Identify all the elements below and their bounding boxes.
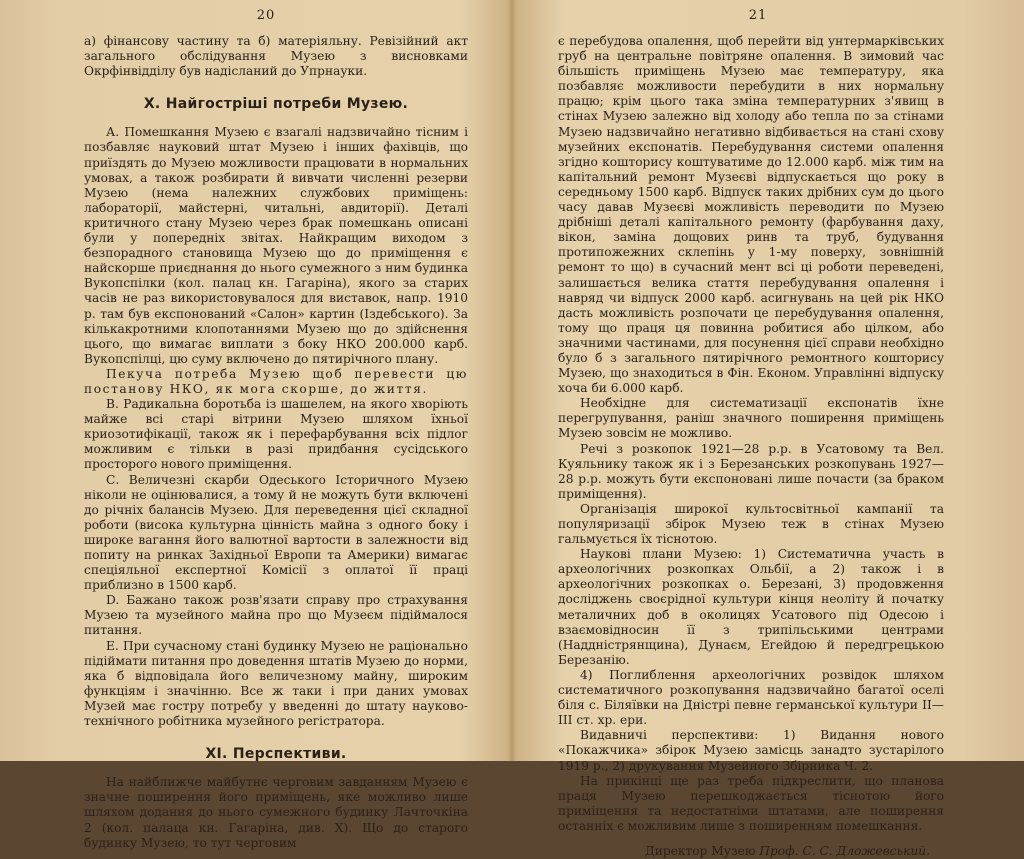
paragraph: Організація широкої культосвітньої кампанії та популяризації збірок Музею теж в стінах Музею гальмується їх тіснотою. — [558, 501, 944, 547]
paragraph: 4) Поглиблення археологічних розвідок шляхом систематичного розкопування надзвичайно багатої оселі біля с. Біляївки на Дністрі певне германської культури II—III ст. хр. ери. — [558, 667, 944, 728]
signature — [558, 844, 944, 859]
section-heading: X. Найгостріші потреби Музею. — [143, 96, 409, 113]
paragraph: Речі з розкопок 1921—28 р.р. в Усатовому та Вел. Куяльнику також як і з Березанських розкопувань 1927—28 р.р. можуть бути експоновані лише почасти (за браком приміщення). — [558, 441, 944, 501]
paragraph: Необхідне для систематизації експонатів їхне перегрупування, раніш значного поширення приміщень Музею зовсім не можливо. — [558, 396, 944, 441]
paragraph: Е. При сучасному стані будинку Музею не раціонально підіймати питання про доведення штатів Музею до норми, яка б відповідала його величезному майну, широким функціям і значінню. Все ж таки і при даних умовах Музей має гостру потребу у введенні до штату науково-технічного робітника музейного регістратора. — [84, 638, 468, 729]
right-page — [512, 0, 1024, 858]
left-page — [0, 0, 512, 850]
paragraph-emphasis: Пекуча потреба Музею щоб перевести цю постанову НКО, як мога скорше, до життя. — [84, 366, 468, 396]
paragraph: Наукові плани Музею: 1) Систематична участь в археологічних розкопках Ольбії, а 2) також і в археологічних розкопках о. Березані, 3) продовження досліджень своєрідної культури кінця неоліту й початку металичних доб в околицях Усатового під Одесою і взаємовідносин її з трипільськими центрами (Наддністрянщина), Дунаєм, Егейдою й передгрецькою Березанію. — [558, 547, 944, 667]
signature-name: Проф. С. С. Дложевський. — [759, 843, 930, 858]
right-page-text — [558, 34, 944, 859]
signature-title: Директор Музею — [644, 843, 756, 858]
paragraph: В. Радикальна боротьба із шашелем, на якого хворіють майже всі старі вітрини Музею шляхом їхньої криозотифікації, також як і перефарбування всіх підлог можливим є тільки в разі придбання сусідського просторого нового приміщення. — [84, 397, 468, 472]
paragraph: є перебудова опалення, щоб перейти від унтермарківських груб на центральне повітряне опалення. В зимовий час більшість приміщень Музею має температуру, яка позбавляє можливости перебудити в них нормальну працю; крім цього така зміна температурних з'явищ в стінах Музею залежно від холоду або тепла по за стінами Музею надзвичайно негативно відбивається на стані схову музейних експонатів. Перебудування системи опалення згідно кошторису коштуватиме до 12.000 карб. між тим на капітальний ремонт Музеєві відпускається що року в середньому 1500 карб. Відпуск таких дрібних сум до цього часу давав Музеєві можливість переводити по Музею дрібніші деталі капітального ремонту (фарбування даху, вікон, заміна дощових ринв та труб, будування протипожежних склепінь у 1-му поверху, зовнішній ремонт то що) в сучасний мент всі ці роботи переведені, залишається велика стаття перебудування опалення і навряд чи відпуск 2000 карб. асигнувань на цей рік НКО дасть можливість розпочати це перебудування опалення, тому що праця ця повинна робитися або цілком, або значними частинами, для посунення цієї справи необхідно було б з загального пятирічного ремонтного кошторису Музею, що знаходиться в Фін. Економ. Управлінні відпуску хоча би 6.000 карб. — [558, 34, 944, 396]
paragraph: С. Величезні скарби Одеського Історичного Музею ніколи не оцінювалися, а тому й не можуть бути включені до річніх балансів Музею. Для переведення цієї складної роботи (висока культурна цінність майна з одного боку і широке вагання його валютної вартости в залежности від попиту на ринках Західньої Европи та Америки) вимагає спеціяльної експертної Комісії з оплатої її праці приблизно в 1500 карб. — [84, 472, 468, 593]
section-heading: XI. Перспективи. — [205, 746, 347, 763]
paragraph: а) фінансову частину та б) матеріяльну. Ревізійний акт загального обслідування Музею з висновками Окрфінвідділу був надісланий до Упрнауки. — [84, 34, 468, 79]
page-number: 20 — [256, 8, 276, 23]
paragraph: На найближче майбутнє черговим завданням Музею є значне поширення його приміщень, яке можливо лише шляхом додання до нього сумежного будинку Лачточкіна 2 (кол. палаца кн. Гагаріна, див. X). Що до старого будинку Музею, то тут черговим — [84, 775, 468, 850]
paragraph: D. Бажано також розв'язати справу про страхування Музею та музейного майна про що Музеєм підіймалося питання. — [84, 593, 468, 638]
left-page-text — [84, 34, 468, 851]
paragraph: На прикінці ще раз треба підкреслити, що планова праця Музею перешкоджається тіснотою його приміщення та недостатніми штатами, але поширення останніх є можливим лише з поширенням помешкання. — [558, 773, 944, 833]
paragraph: Видавничі перспективи: 1) Видання нового «Покажчика» збірок Музею замісць занадто зустарілого 1919 р., 2) друкування Музейного Збірника Ч. 2. — [558, 728, 944, 773]
paragraph: А. Помешкання Музею є взагалі надзвичайно тісним і позбавляє науковий штат Музею і інших фахівців, що приїздять до Музею можливости працювати в нормальних умовах, а також розбирати й вивчати численні резерви Музею (нема належних службових приміщень: лабораторії, майстерні, читальні, авдиторії). Деталі критичного стану Музею через брак помешкань описані були у попередніх звітах. Найкращим виходом з безпорадного становища Музею що до приміщення є найскорше приєднання до нього сумежного з ним будинка Вукопспілки (кол. палац кн. Гагаріна), якого за старих часів не раз використовувалося для виставок, напр. 1910 р. там був експонований «Салон» картин (Іздебського). За кількакротними клопотаннями Музею що до здійснення цього, що вимагає виплати з боку НКО 200.000 карб. Вукопспілці, цю суму включено до пятирічного плану. — [84, 125, 468, 366]
page-number: 21 — [748, 8, 768, 23]
